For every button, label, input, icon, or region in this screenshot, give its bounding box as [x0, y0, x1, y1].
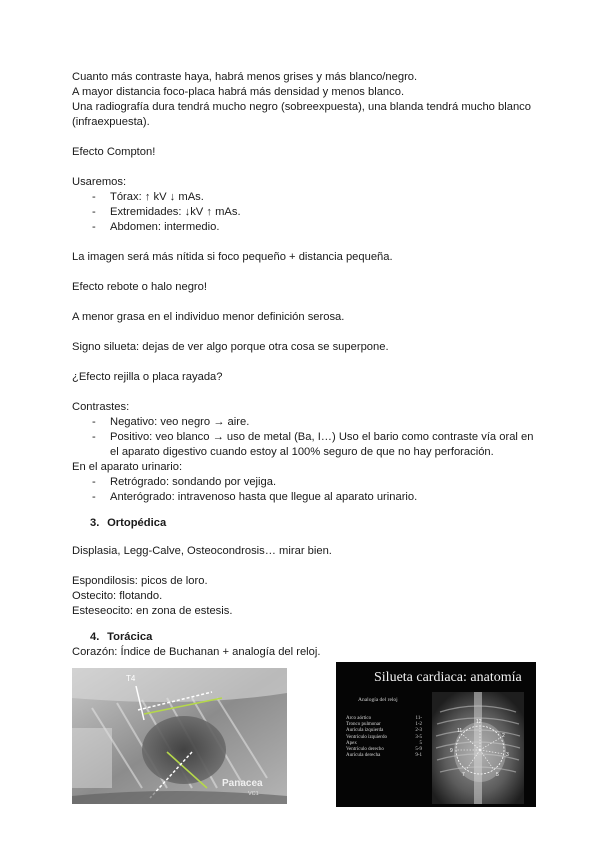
text-line: Displasia, Legg-Calve, Osteocondrosis… mirar bien. [72, 545, 332, 557]
cardiac-silhouette-slide [336, 662, 536, 807]
clock-row-name: Aurícula izquierda [346, 728, 384, 734]
text-line: Corazón: Índice de Buchanan + analogía del reloj. [72, 646, 321, 658]
text-line: Ostecito: flotando. [72, 590, 163, 602]
clock-table-row [346, 753, 422, 759]
clock-row-value: 11- [415, 716, 422, 721]
text-line: En el aparato urinario: [72, 461, 183, 473]
list-item: - Positivo: veo blanco → uso de metal (Ba, I…) Uso el bario como contraste vía oral en el aparato digestivo cuando estoy al 100% seguro de que no hay perforación. [92, 430, 542, 460]
list-item: - Retrógrado: sondando por vejiga. [92, 475, 542, 490]
urinario-list [72, 475, 542, 505]
text-line: Contrastes: [72, 401, 130, 413]
clock-mark: 7 [462, 772, 465, 778]
section-heading-toracica [72, 630, 542, 645]
section-number: 3. [90, 517, 100, 529]
text-line: Usaremos: [72, 176, 127, 188]
clock-row-value: 5-9 [415, 747, 422, 753]
clock-row-name: Ventrículo izquierdo [346, 734, 387, 740]
section-title: Ortopédica [107, 517, 167, 529]
dv-thorax-xray [432, 692, 524, 804]
watermark: Panacea [222, 778, 263, 789]
clock-row-value: 1-2 [415, 722, 422, 728]
text-line: Cuanto más contraste haya, habrá menos grises y más blanco/negro. [72, 71, 418, 83]
slide-title: Silueta cardiaca: anatomía [374, 670, 522, 685]
section-heading-ortopedica [72, 516, 542, 531]
clock-row-name: Arco aórtico [346, 716, 372, 721]
clock-row-name: Tronco pulmonar [346, 722, 381, 728]
usaremos-list [72, 190, 542, 235]
clock-mark: 9 [450, 748, 453, 754]
text-line: Signo silueta: dejas de ver algo porque otra cosa se superpone. [72, 341, 389, 353]
text-line: A menor grasa en el individuo menor definición serosa. [72, 311, 345, 323]
list-item: - Extremidades: ↓kV ↑ mAs. [92, 205, 542, 220]
clock-row-name: Apex [346, 740, 357, 746]
text-line: Espondilosis: picos de loro. [72, 575, 208, 587]
thoracic-xray-image [72, 668, 287, 804]
clock-row-name: Ventrículo derecho [346, 747, 384, 753]
slide-subtitle: Analogía del reloj [358, 697, 398, 703]
clock-analogy-table [346, 716, 422, 759]
clock-mark: 2 [502, 733, 505, 739]
section-title: Torácica [107, 631, 153, 643]
text-line: Esteseocito: en zona de estesis. [72, 605, 233, 617]
clock-mark: 3 [506, 752, 509, 758]
clock-row-name: Aurícula derecha [346, 753, 381, 759]
text-line: ¿Efecto rejilla o placa rayada? [72, 371, 223, 383]
clock-mark: 11 [457, 728, 463, 734]
t4-label: T4 [126, 674, 136, 683]
section-number: 4. [90, 631, 100, 643]
list-item: - Abdomen: intermedio. [92, 220, 542, 235]
clock-row-value: 5 [419, 740, 422, 746]
text-line: A mayor distancia foco-placa habrá más densidad y menos blanco. [72, 86, 405, 98]
watermark-sub: VC1 [248, 791, 259, 797]
clock-row-value: 9-1 [415, 753, 422, 759]
list-item: - Tórax: ↑ kV ↓ mAs. [92, 190, 542, 205]
clock-row-value: 2-3 [415, 728, 422, 734]
list-item: - Anterógrado: intravenoso hasta que llegue al aparato urinario. [92, 490, 542, 505]
document-body [72, 70, 542, 660]
text-line: Una radiografía dura tendrá mucho negro (sobreexpuesta), una blanda tendrá mucho blanco (infraexpuesta). [72, 101, 531, 128]
text-line: La imagen será más nítida si foco pequeño + distancia pequeña. [72, 251, 393, 263]
clock-mark: 12 [476, 719, 482, 725]
contrastes-list [72, 415, 542, 460]
list-item: - Negativo: veo negro → aire. [92, 415, 542, 430]
clock-mark: 5 [496, 772, 499, 778]
text-line: Efecto Compton! [72, 146, 156, 158]
text-line: Efecto rebote o halo negro! [72, 281, 207, 293]
clock-row-value: 3-5 [415, 734, 422, 740]
